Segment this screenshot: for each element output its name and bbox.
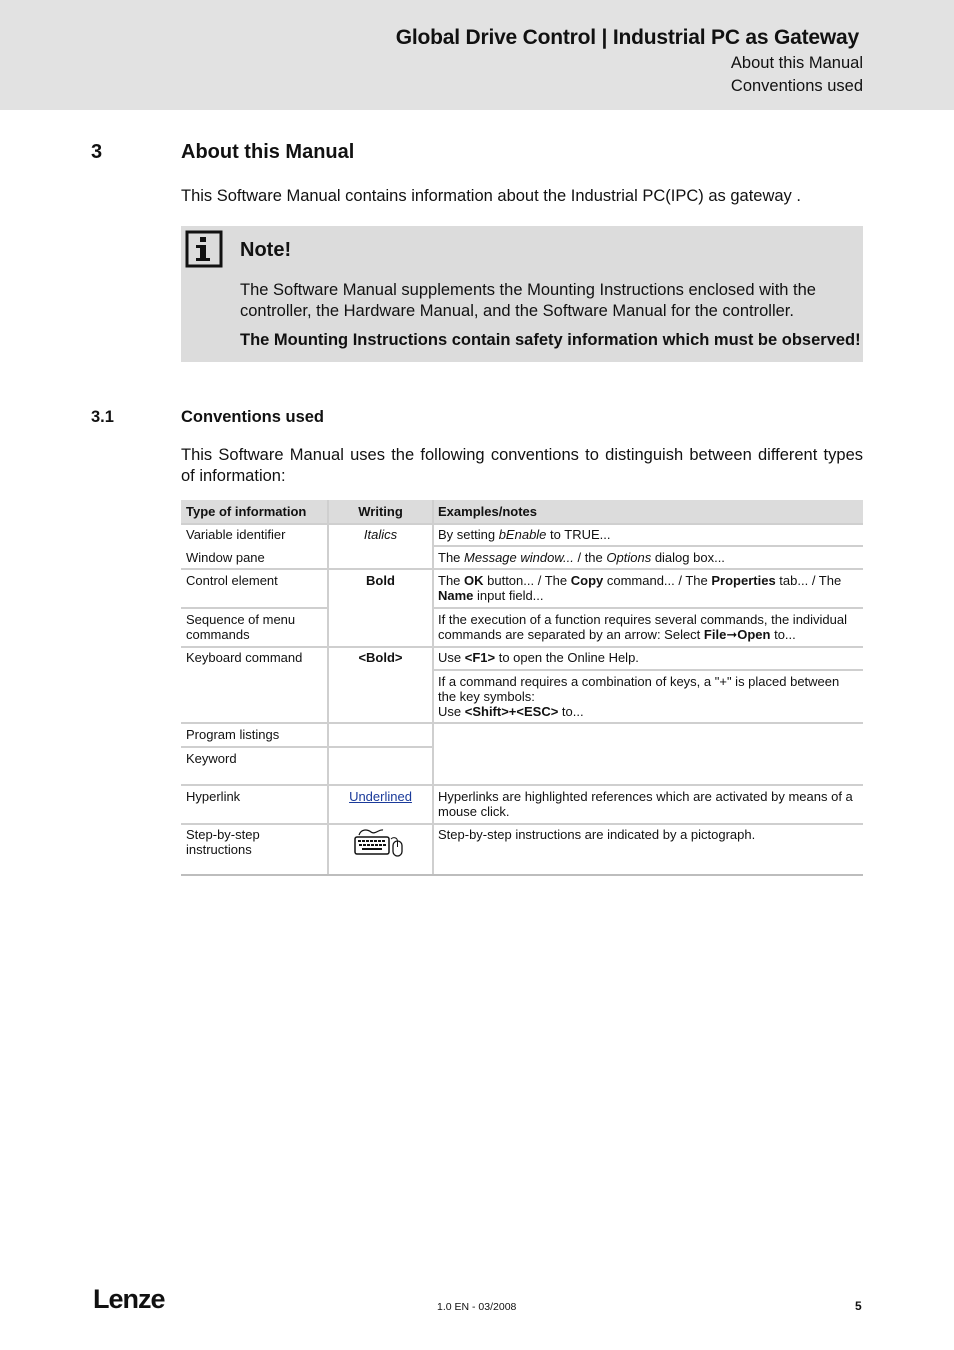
table-cell-type: Sequence of menu commands (186, 612, 296, 642)
table-cell-writing: Bold (366, 573, 395, 588)
note-warning: The Mounting Instructions contain safety information which must be observed! (240, 331, 861, 349)
table-cell-example: The Message window... / the Options dialog box... (438, 550, 725, 565)
table-cell-type: Keyboard command (186, 650, 303, 665)
section-text: This Software Manual uses the following conventions to distinguish between different types of information: (181, 446, 863, 485)
row-divider (181, 523, 863, 525)
table-cell-example: Use <F1> to open the Online Help. (438, 650, 639, 665)
table-cell-type: Program listings (186, 727, 280, 742)
header-chapter: About this Manual (730, 54, 863, 72)
column-divider (432, 500, 434, 876)
row-divider (181, 784, 863, 786)
section-number: 3.1 (91, 408, 114, 426)
document-title: Global Drive Control | Industrial PC as Gateway (395, 26, 859, 49)
table-cell-example: If the execution of a function requires several commands, the individual commands are separated by an arrow: Select File➞Open to... (438, 612, 848, 642)
note-title: Note! (240, 239, 292, 261)
column-divider (327, 500, 329, 876)
row-divider (434, 607, 863, 609)
table-cell-type: Keyword (186, 751, 237, 766)
col-header-writing: Writing (358, 504, 403, 519)
section-title: Conventions used (181, 408, 325, 426)
table-cell-example: By setting bEnable to TRUE... (438, 527, 611, 542)
row-divider (181, 746, 434, 748)
row-divider (181, 568, 863, 570)
row-divider (434, 669, 863, 671)
row-divider (181, 607, 327, 609)
table-cell-example: The OK button... / The Copy command... / The Properties tab... / The Name input field... (438, 573, 842, 603)
chapter-title: About this Manual (181, 141, 355, 163)
table-cell-example: If a command requires a combination of keys, a "+" is placed between the key symbols: Use <Shift>+<ESC> to... (438, 674, 840, 719)
note-text: The Software Manual supplements the Mounting Instructions enclosed with the controller, the Hardware Manual, and the Software Manual for the controller. (240, 281, 816, 320)
lenze-logo: Lenze (93, 1284, 165, 1314)
header-section: Conventions used (730, 77, 863, 95)
col-header-examples: Examples/notes (438, 504, 537, 519)
table-cell-writing: <Bold> (358, 650, 403, 665)
table-cell-type: Control element (186, 573, 278, 588)
table-cell-type: Hyperlink (186, 789, 241, 804)
table-cell-example: Step-by-step instructions are indicated by a pictograph. (438, 827, 756, 842)
info-icon (185, 230, 223, 268)
conventions-table (181, 500, 863, 878)
underlined-link[interactable]: Underlined (349, 789, 412, 804)
row-divider (181, 646, 863, 648)
table-cell-writing: Italics (363, 527, 398, 542)
table-cell-example: Hyperlinks are highlighted references which are activated by means of a mouse click. (438, 789, 853, 819)
row-divider (181, 722, 863, 724)
page-header (0, 0, 954, 110)
table-cell-type: Step-by-step instructions (186, 827, 260, 857)
table-cell-writing (329, 789, 432, 804)
row-divider (434, 545, 863, 547)
table-cell-type: Variable identifier (186, 527, 286, 542)
row-divider (181, 823, 863, 825)
note-box (181, 226, 863, 362)
document-version: 1.0 EN - 03/2008 (437, 1301, 517, 1313)
page-number: 5 (855, 1299, 862, 1313)
table-bottom-rule (181, 874, 863, 876)
keyboard-mouse-icon (353, 827, 407, 859)
col-header-type: Type of information (186, 504, 307, 519)
chapter-number: 3 (91, 141, 103, 163)
chapter-intro: This Software Manual contains information about the Industrial PC(IPC) as gateway . (181, 187, 801, 205)
table-cell-type: Window pane (186, 550, 265, 565)
